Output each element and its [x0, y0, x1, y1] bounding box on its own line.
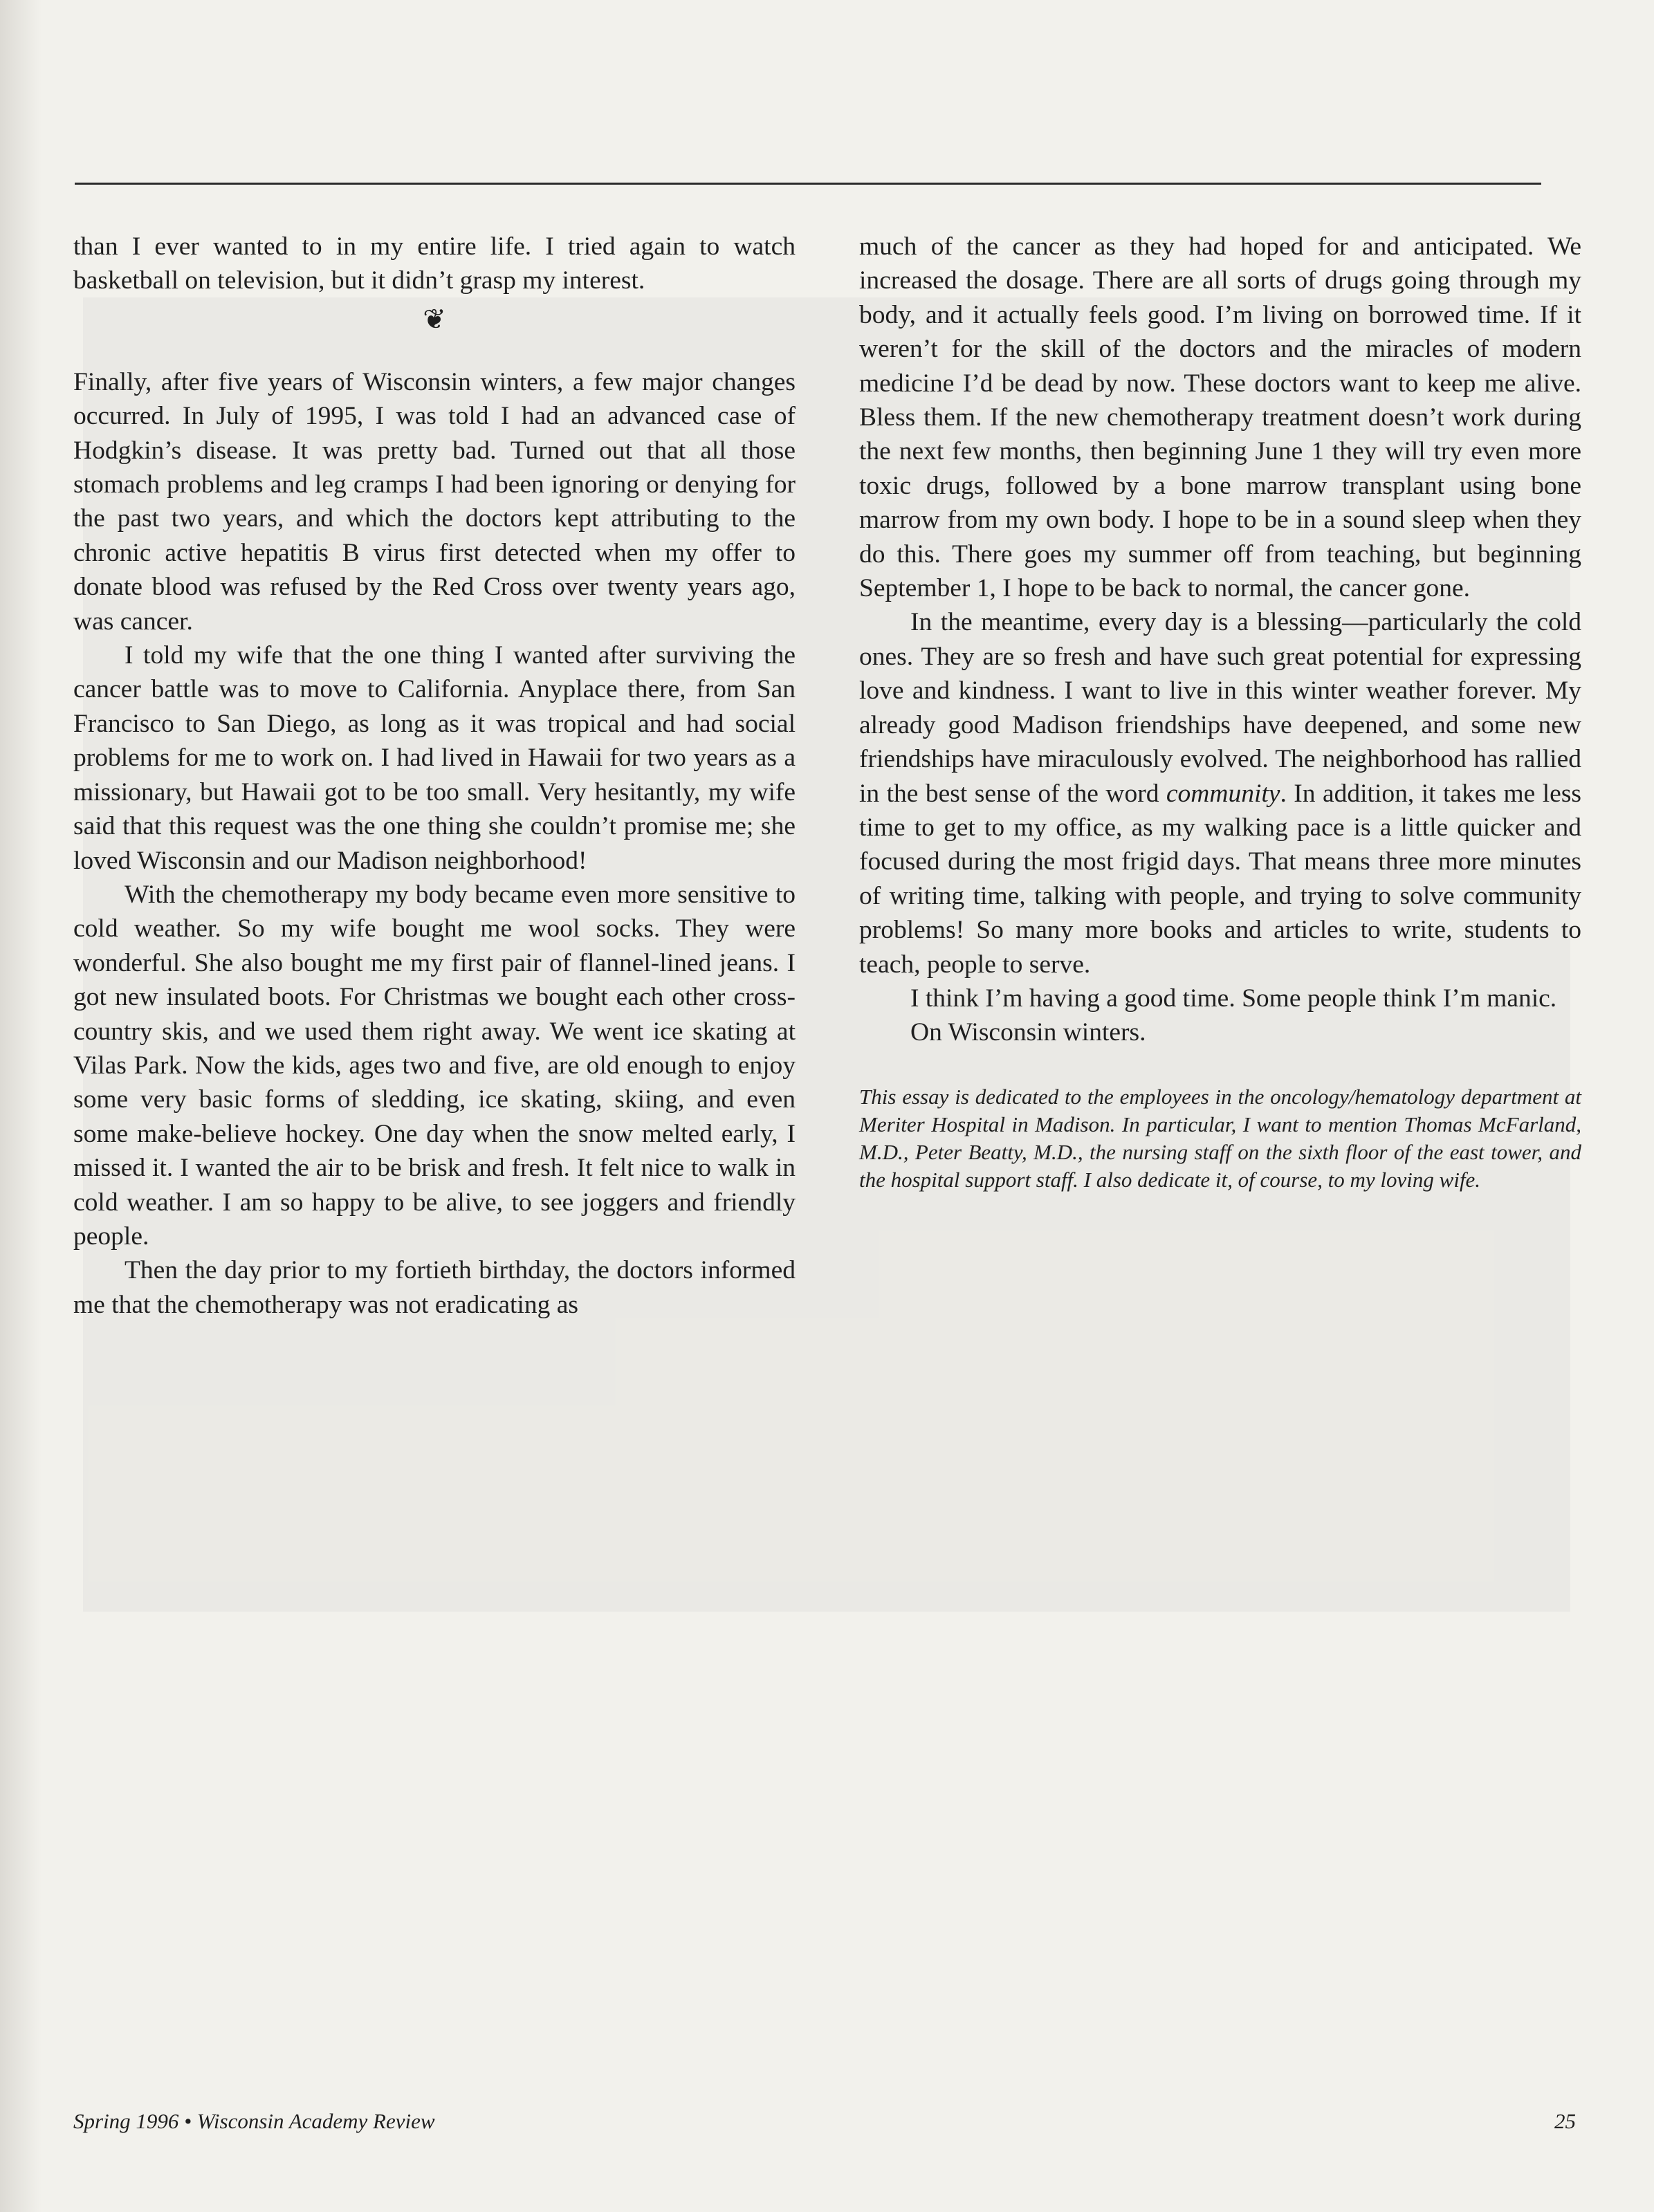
paragraph: On Wisconsin winters.	[910, 1018, 1146, 1047]
header-rule	[75, 183, 1541, 185]
right-column	[859, 230, 1581, 1194]
paragraph: Then the day prior to my fortieth birthday, the doctors informed me that the chemotherapy was not eradicating as	[73, 1256, 796, 1319]
paragraph-text: In the meantime, every day is a blessing—particularly the cold ones. They are so fresh and have such great potential for expressing love and kindness. I want to live in this winter weather forever. My already good Madison friendships have deepened, and some new friendships have miraculously evolved. The neighborhood has rallied in the best sense of the word	[859, 608, 1581, 808]
paragraph: Finally, after five years of Wisconsin winters, a few major changes occurred. In July of 1995, I was told I had an advanced case of Hodgkin’s disease. It was pretty bad. Turned out that all those stomach problems and leg cramps I had been ignoring or denying for the past two years, and which the doctors kept attributing to the chronic active hepatitis B virus first detected when my offer to donate blood was refused by the Red Cross over twenty years ago, was cancer.	[73, 367, 796, 636]
emphasis-community: community	[1166, 779, 1280, 808]
footer-publication: Spring 1996 • Wisconsin Academy Review	[73, 2109, 435, 2133]
paragraph: than I ever wanted to in my entire life. I tried again to watch basketball on television, but it didn’t grasp my interest.	[73, 232, 796, 295]
page-number: 25	[1554, 2109, 1576, 2133]
paragraph: I think I’m having a good time. Some people think I’m manic.	[910, 984, 1557, 1013]
paragraph: With the chemotherapy my body became even more sensitive to cold weather. So my wife bought me wool socks. They were wonderful. She also bought me my first pair of flannel-lined jeans. I got new insulated boots. For Christmas we bought each other cross-country skis, and we used them right away. We went ice skating at Vilas Park. Now the kids, ages two and five, are old enough to enjoy some very basic forms of sledding, ice skating, skiing, and even some make-believe hockey. One day when the snow melted early, I missed it. I wanted the air to be brisk and fresh. It felt nice to walk in cold weather. I am so happy to be alive, to see joggers and friendly people.	[73, 880, 796, 1251]
left-column	[73, 230, 796, 1322]
section-break-ornament: ❦	[423, 303, 446, 335]
paragraph: I told my wife that the one thing I wanted after surviving the cancer battle was to move to California. Anyplace there, from San Francisco to San Diego, as long as it was tropical and had social problems for me to work on. I had lived in Hawaii for two years as a missionary, but Hawaii got to be too small. Very hesitantly, my wife said that this request was the one thing she couldn’t promise me; she loved Wisconsin and our Madison neighborhood!	[73, 641, 796, 875]
page-edge-shadow	[0, 0, 42, 2212]
paragraph-text: . In addition, it takes me less time to get to my office, as my walking pace is a little quicker and focused during the most frigid days. That means three more minutes of writing time, talking with people, and trying to solve community problems! So many more books and articles to write, students to teach, people to serve.	[859, 779, 1582, 979]
paragraph	[859, 605, 1581, 981]
paragraph: much of the cancer as they had hoped for and anticipated. We increased the dosage. There are all sorts of drugs going through my body, and it actually feels good. I’m living on borrowed time. If it weren’t for the skill of the doctors and the miracles of modern medicine I’d be dead by now. These doctors want to keep me alive. Bless them. If the new chemotherapy treatment doesn’t work during the next few months, then beginning June 1 they will try even more toxic drugs, followed by a bone marrow transplant using bone marrow from my own body. I hope to be in a sound sleep when they do this. There goes my summer off from teaching, but beginning September 1, I hope to be back to normal, the cancer gone.	[859, 232, 1581, 603]
dedication-note: This essay is dedicated to the employees in the oncology/hematology department at Meriter Hospital in Madison. In particular, I want to mention Thomas McFarland, M.D., Peter Beatty, M.D., the nursing staff on the sixth floor of the east tower, and the hospital support staff. I also dedicate it, of course, to my loving wife.	[859, 1084, 1581, 1192]
